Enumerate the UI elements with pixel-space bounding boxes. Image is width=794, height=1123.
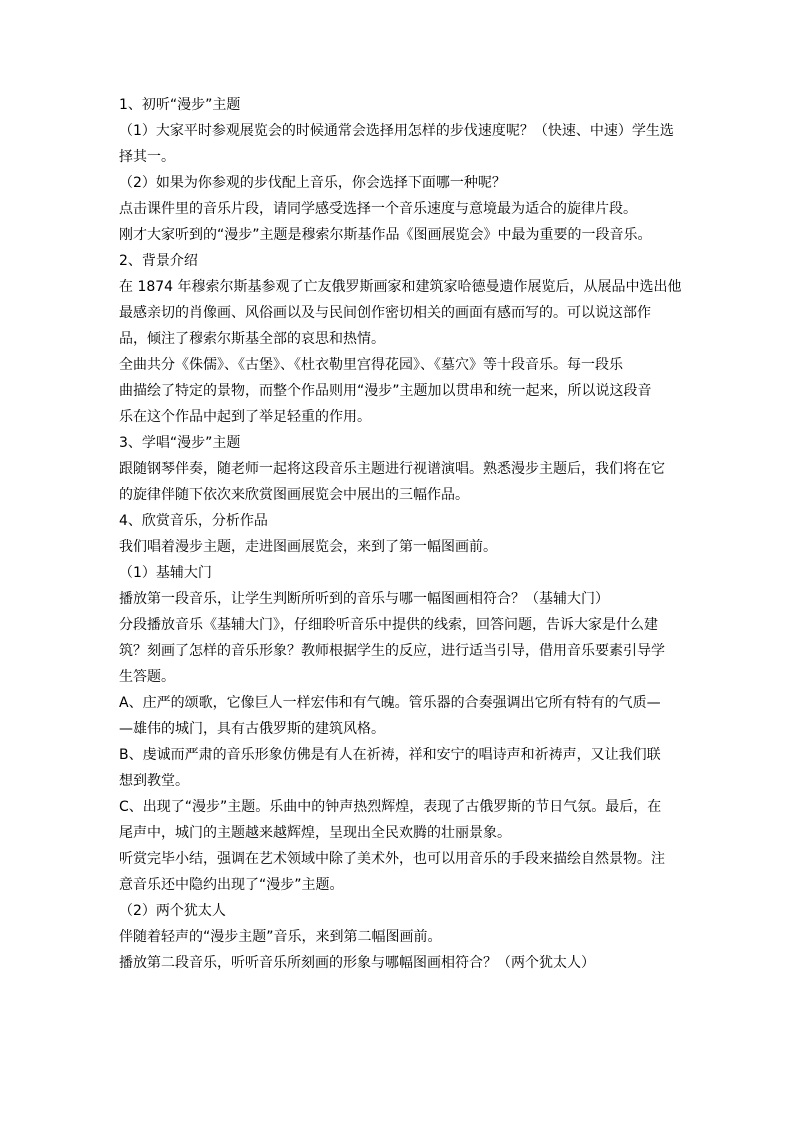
paragraph-line: 筑？刻画了怎样的音乐形象？教师根据学生的反应，进行适当引导，借用音乐要素引导学 (119, 643, 665, 659)
paragraph-line: 品，倾注了穆索尔斯基全部的哀思和热情。 (119, 331, 385, 347)
subsection-heading: （2）两个犹太人 (119, 903, 226, 919)
subsection-heading: （1）基辅大门 (119, 565, 212, 581)
list-item-c: C、出现了“漫步”主题。乐曲中的钟声热烈辉煌，表现了古俄罗斯的节日气氛。最后，在 (119, 799, 662, 815)
list-item-a: —雄伟的城门，具有古俄罗斯的建筑风格。 (119, 721, 385, 737)
paragraph-line: 分段播放音乐《基辅大门》，仔细聆听音乐中提供的线索，回答问题，告诉大家是什么建 (119, 617, 658, 633)
paragraph-line: 乐在这个作品中起到了举足轻重的作用。 (119, 409, 371, 425)
paragraph-line: 的旋律伴随下依次来欣赏图画展览会中展出的三幅作品。 (119, 487, 469, 503)
question-line: （1）大家平时参观展览会的时候通常会选择用怎样的步伐速度呢？（快速、中速）学生选 (119, 123, 674, 139)
paragraph-line: 生答题。 (119, 669, 175, 685)
section-heading: 2、背景介绍 (119, 253, 198, 269)
paragraph-line: 播放第二段音乐，听听音乐所刻画的形象与哪幅图画相符合？（两个犹太人） (119, 955, 595, 971)
document-body (119, 92, 681, 976)
paragraph-line: 播放第一段音乐，让学生判断所听到的音乐与哪一幅图画相符合？（基辅大门） (119, 591, 609, 607)
list-item-b: B、虔诚而严肃的音乐形象仿佛是有人在祈祷，祥和安宁的唱诗声和祈祷声，又让我们联 (119, 747, 661, 763)
paragraph-line: 意音乐还中隐约出现了“漫步”主题。 (119, 877, 344, 893)
section-heading: 1、初听“漫步”主题 (119, 97, 241, 113)
paragraph-line: 伴随着轻声的“漫步主题”音乐，来到第二幅图画前。 (119, 929, 442, 945)
question-line: （2）如果为你参观的步伐配上音乐，你会选择下面哪一种呢？ (119, 175, 506, 191)
paragraph-line: 刚才大家听到的“漫步”主题是穆索尔斯基作品《图画展览会》中最为重要的一段音乐。 (119, 227, 652, 243)
paragraph-line: 全曲共分《侏儒》、《古堡》、《杜衣勒里宫得花园》、《墓穴》等十段音乐。每一段乐 (119, 357, 623, 373)
paragraph-line: 在 1874 年穆索尔斯基参观了亡友俄罗斯画家和建筑家哈德曼遗作展览后，从展品中选出他 (119, 279, 682, 295)
section-heading: 3、学唱“漫步”主题 (119, 435, 241, 451)
paragraph-line: 最感亲切的肖像画、风俗画以及与民间创作密切相关的画面有感而写的。可以说这部作 (119, 305, 651, 321)
paragraph-line: 我们唱着漫步主题，走进图画展览会，来到了第一幅图画前。 (119, 539, 497, 555)
list-item-c: 尾声中，城门的主题越来越辉煌，呈现出全民欢腾的壮丽景象。 (119, 825, 511, 841)
paragraph-line: 听赏完毕小结，强调在艺术领域中除了美术外，也可以用音乐的手段来描绘自然景物。注 (119, 851, 665, 867)
paragraph-line: 点击课件里的音乐片段，请同学感受选择一个音乐速度与意境最为适合的旋律片段。 (119, 201, 637, 217)
question-line: 择其一。 (119, 149, 175, 165)
paragraph-line: 跟随钢琴伴奏，随老师一起将这段音乐主题进行视谱演唱。熟悉漫步主题后，我们将在它 (119, 461, 665, 477)
list-item-b: 想到教堂。 (119, 773, 189, 789)
section-heading: 4、欣赏音乐，分析作品 (119, 513, 268, 529)
list-item-a: A、庄严的颂歌，它像巨人一样宏伟和有气魄。管乐器的合奏强调出它所有特有的气质— (119, 695, 661, 711)
paragraph-line: 曲描绘了特定的景物，而整个作品则用“漫步”主题加以贯串和统一起来，所以说这段音 (119, 383, 652, 399)
